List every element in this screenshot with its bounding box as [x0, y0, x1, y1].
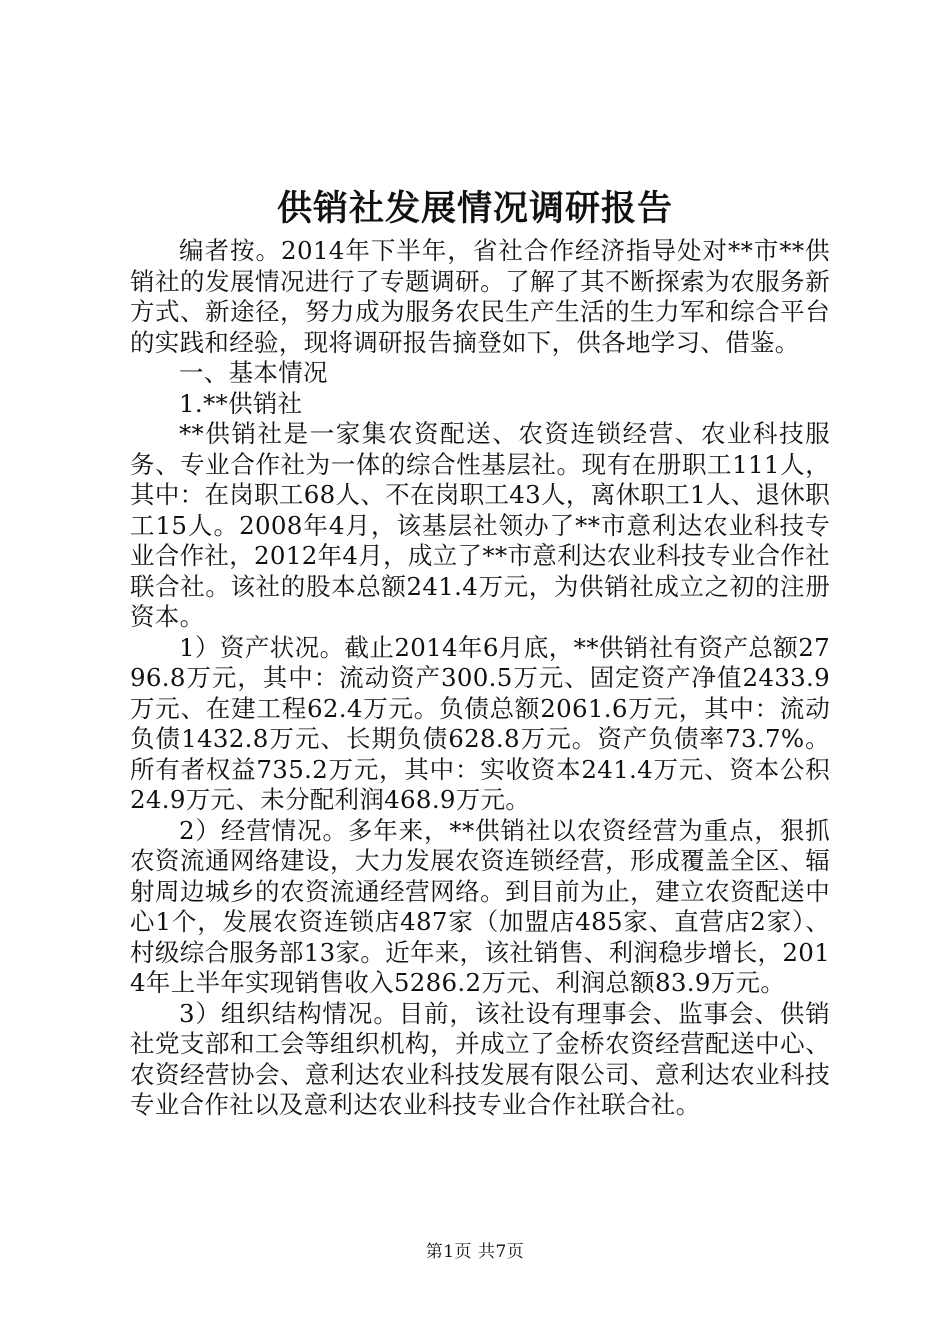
subsection-heading-coop: 1.**供销社: [179, 388, 303, 418]
paragraph-operations: 2）经营情况。多年来，**供销社以农资经营为重点，狠抓农资流通网络建设，大力发展农资连锁经营，形成覆盖全区、辐射周边城乡的农资流通经营网络。到目前为止，建立农资配送中心1个，发展农资连锁店487家（加盟店485家、直营店2家）、村级综合服务部13家。近年来，该社销售、利润稳步增长，2014年上半年实现销售收入5286.2万元、利润总额83.9万元。: [130, 815, 830, 997]
paragraph-organization: 3）组织结构情况。目前，该社设有理事会、监事会、供销社党支部和工会等组织机构，并成立了金桥农资经营配送中心、农资经营协会、意利达农业科技发展有限公司、意利达农业科技专业合作社以及意利达农业科技专业合作社联合社。: [130, 998, 830, 1119]
paragraph-coop-overview: **供销社是一家集农资配送、农资连锁经营、农业科技服务、专业合作社为一体的综合性基层社。现有在册职工111人，其中：在岗职工68人、不在岗职工43人，离休职工1人、退休职工15人。2008年4月，该基层社领办了**市意利达农业科技专业合作社，2012年4月，成立了**市意利达农业科技专业合作社联合社。该社的股本总额241.4万元，为供销社成立之初的注册资本。: [130, 419, 830, 631]
paragraph-editor-note: 编者按。2014年下半年，省社合作经济指导处对**市**供销社的发展情况进行了专题调研。了解了其不断探索为农服务新方式、新途径，努力成为服务农民生产生活的生力军和综合平台的实践和经验，现将调研报告摘登如下，供各地学习、借鉴。: [130, 236, 830, 357]
paragraph-assets: 1）资产状况。截止2014年6月底，**供销社有资产总额2796.8万元，其中：流动资产300.5万元、固定资产净值2433.9万元、在建工程62.4万元。负债总额2061.6万元，其中：流动负债1432.8万元、长期负债628.8万元。资产负债率73.7%。所有者权益735.2万元，其中：实收资本241.4万元、资本公积24.9万元、未分配利润468.9万元。: [130, 632, 830, 814]
document-title: 供销社发展情况调研报告: [276, 188, 673, 229]
document-body: [130, 236, 830, 1121]
section-heading-basic-info: 一、基本情况: [179, 358, 328, 387]
page-number-footer: 第1页 共7页: [425, 1242, 525, 1262]
